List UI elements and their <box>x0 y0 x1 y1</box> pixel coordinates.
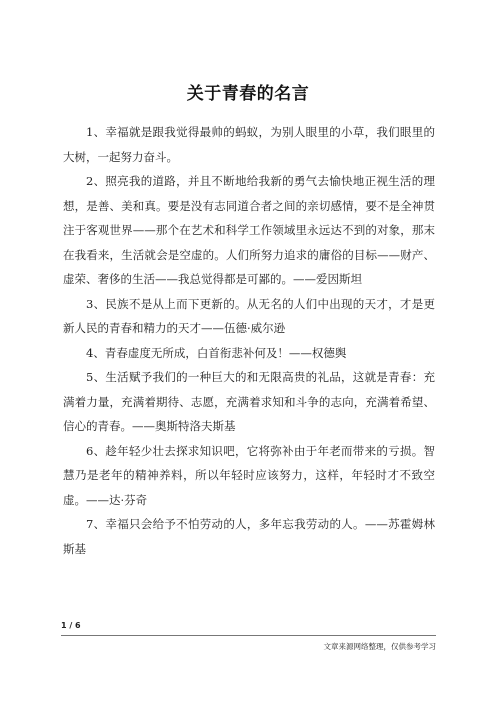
quote-paragraph-6: 6、趁年轻少壮去探求知识吧，它将弥补由于年老而带来的亏损。智慧乃是老年的精神养料，所以年轻时应该努力，这样，年轻时才不致空虚。——达·芬奇 <box>63 443 435 507</box>
footer-divider <box>61 635 436 636</box>
footer-source-note: 文章来源网络整理，仅供参考学习 <box>323 642 436 651</box>
page-number: 1 / 6 <box>61 621 81 630</box>
page-title: 关于青春的名言 <box>186 84 310 104</box>
quote-paragraph-7: 7、幸福只会给予不怕劳动的人，多年忘我劳动的人。——苏霍姆林斯基 <box>63 517 435 556</box>
quote-paragraph-3: 3、民族不是从上而下更新的。从无名的人们中出现的天才，才是更新人民的青春和精力的天才——伍德·威尔逊 <box>63 296 435 335</box>
quote-paragraph-5: 5、生活赋予我们的一种巨大的和无限高贵的礼品，这就是青春：充满着力量，充满着期待、志愿，充满着求知和斗争的志向，充满着希望、信心的青春。——奥斯特洛夫斯基 <box>63 370 435 433</box>
quote-paragraph-2: 2、照亮我的道路，并且不断地给我新的勇气去愉快地正视生活的理想，是善、美和真。要是没有志同道合者之间的亲切感情，要不是全神贯注于客观世界——那个在艺术和科学工作领域里永远达不到的对象，那末在我看来，生活就会是空虚的。人们所努力追求的庸俗的目标——财产、虚荣、奢侈的生活——我总觉得都是可鄙的。——爱因斯坦 <box>63 174 435 286</box>
document-body <box>63 120 435 561</box>
quote-paragraph-4: 4、青春虚度无所成，白首衔悲补何及！——权德舆 <box>86 345 347 360</box>
quote-paragraph-1: 1、幸福就是跟我觉得最帅的蚂蚁，为别人眼里的小草，我们眼里的大树，一起努力奋斗。 <box>63 125 435 164</box>
